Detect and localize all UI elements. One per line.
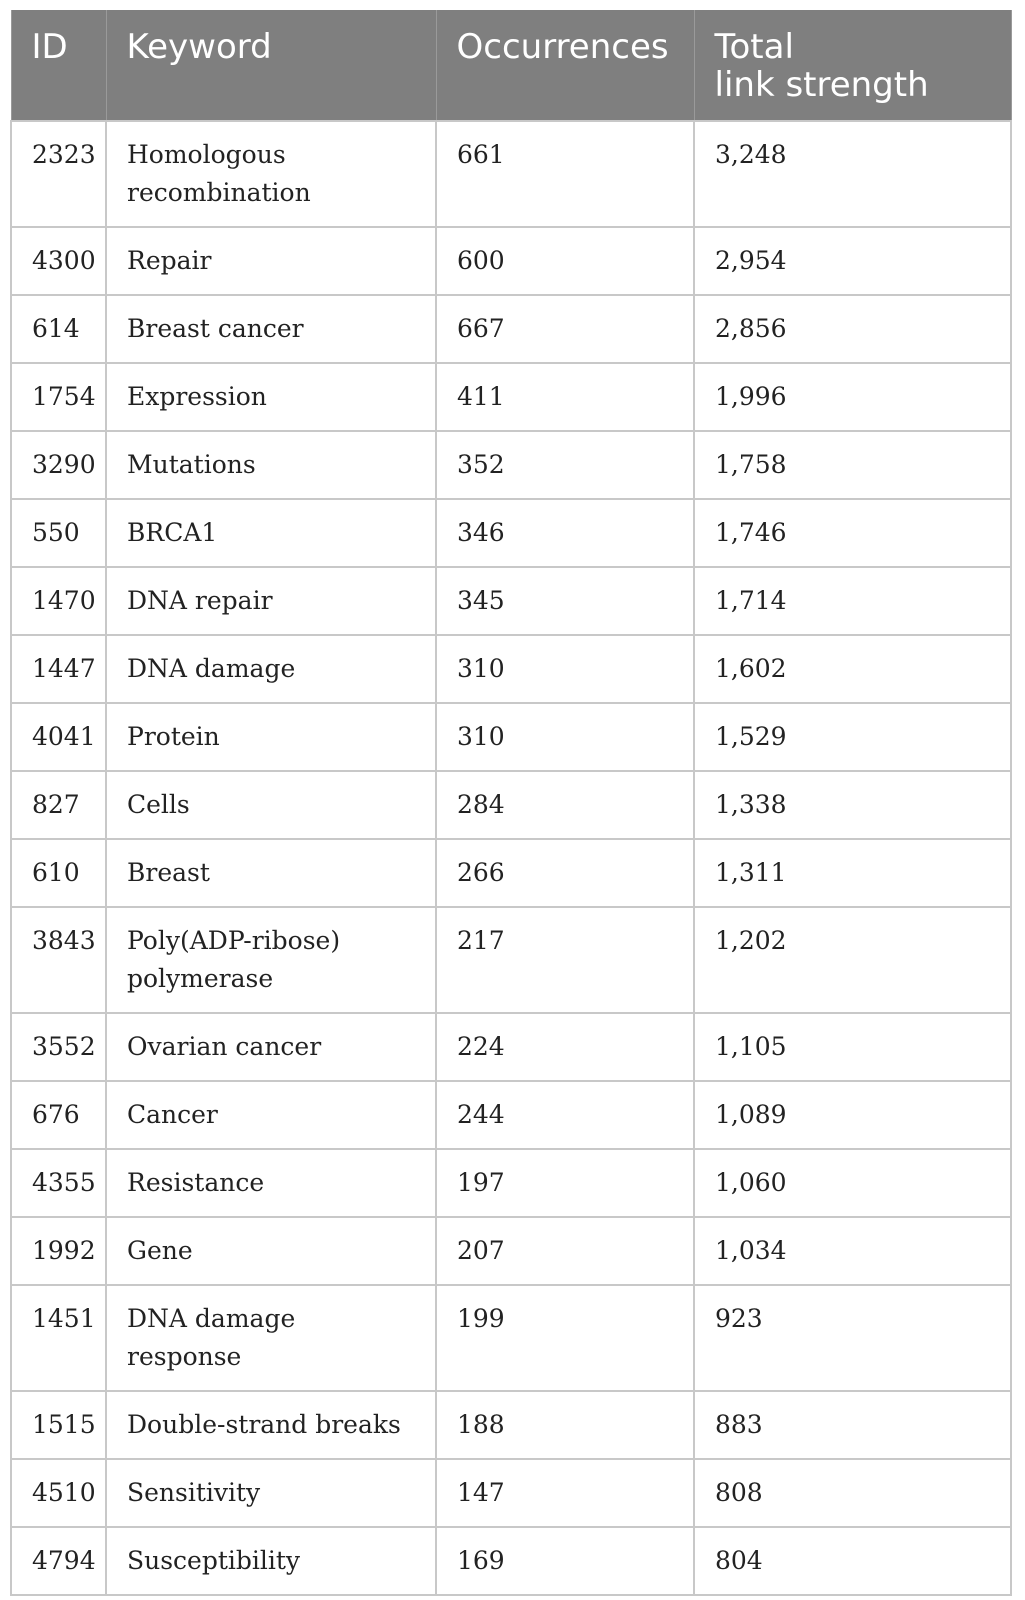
cell-occurrences: 266 xyxy=(436,839,694,907)
table-row xyxy=(11,499,1011,567)
header-id: ID xyxy=(11,10,106,121)
cell-keyword: Protein xyxy=(106,703,436,771)
cell-total-link-strength: 1,105 xyxy=(694,1013,1011,1081)
cell-total-link-strength: 1,089 xyxy=(694,1081,1011,1149)
table-row xyxy=(11,635,1011,703)
cell-occurrences: 667 xyxy=(436,295,694,363)
cell-total-link-strength: 1,311 xyxy=(694,839,1011,907)
table-row xyxy=(11,703,1011,771)
table-row xyxy=(11,1391,1011,1459)
table-row xyxy=(11,771,1011,839)
table-body xyxy=(11,121,1011,1595)
table-header xyxy=(11,10,1011,121)
cell-total-link-strength: 1,714 xyxy=(694,567,1011,635)
cell-id: 1515 xyxy=(11,1391,106,1459)
cell-keyword: Double-strand breaks xyxy=(106,1391,436,1459)
cell-total-link-strength: 1,034 xyxy=(694,1217,1011,1285)
table-row xyxy=(11,1149,1011,1217)
cell-total-link-strength: 804 xyxy=(694,1527,1011,1595)
cell-id: 1451 xyxy=(11,1285,106,1391)
cell-occurrences: 244 xyxy=(436,1081,694,1149)
cell-total-link-strength: 1,602 xyxy=(694,635,1011,703)
cell-id: 1470 xyxy=(11,567,106,635)
cell-total-link-strength: 1,060 xyxy=(694,1149,1011,1217)
cell-keyword: Resistance xyxy=(106,1149,436,1217)
table-row xyxy=(11,1217,1011,1285)
table-row xyxy=(11,1459,1011,1527)
cell-occurrences: 207 xyxy=(436,1217,694,1285)
table-row xyxy=(11,121,1011,227)
cell-total-link-strength: 1,338 xyxy=(694,771,1011,839)
cell-id: 4355 xyxy=(11,1149,106,1217)
keyword-table-container xyxy=(10,10,1010,1596)
cell-total-link-strength: 2,856 xyxy=(694,295,1011,363)
cell-total-link-strength: 883 xyxy=(694,1391,1011,1459)
cell-id: 1992 xyxy=(11,1217,106,1285)
cell-total-link-strength: 1,758 xyxy=(694,431,1011,499)
table-row xyxy=(11,1081,1011,1149)
cell-keyword: Mutations xyxy=(106,431,436,499)
cell-total-link-strength: 1,996 xyxy=(694,363,1011,431)
header-total-link-strength-line1: Total xyxy=(714,27,794,67)
cell-occurrences: 199 xyxy=(436,1285,694,1391)
table-row xyxy=(11,295,1011,363)
cell-id: 2323 xyxy=(11,121,106,227)
table-row xyxy=(11,1527,1011,1595)
table-row xyxy=(11,907,1011,1013)
cell-total-link-strength: 1,529 xyxy=(694,703,1011,771)
cell-id: 4510 xyxy=(11,1459,106,1527)
cell-id: 3290 xyxy=(11,431,106,499)
cell-keyword: Poly(ADP-ribose) polymerase xyxy=(106,907,436,1013)
cell-total-link-strength: 1,202 xyxy=(694,907,1011,1013)
cell-keyword: Breast xyxy=(106,839,436,907)
cell-id: 4041 xyxy=(11,703,106,771)
cell-id: 550 xyxy=(11,499,106,567)
cell-occurrences: 284 xyxy=(436,771,694,839)
cell-keyword: Homologous recombination xyxy=(106,121,436,227)
cell-keyword: Expression xyxy=(106,363,436,431)
cell-keyword: Breast cancer xyxy=(106,295,436,363)
header-occurrences: Occurrences xyxy=(436,10,694,121)
table-row xyxy=(11,227,1011,295)
cell-id: 614 xyxy=(11,295,106,363)
cell-total-link-strength: 3,248 xyxy=(694,121,1011,227)
table-row xyxy=(11,431,1011,499)
cell-keyword: Ovarian cancer xyxy=(106,1013,436,1081)
cell-total-link-strength: 808 xyxy=(694,1459,1011,1527)
cell-id: 676 xyxy=(11,1081,106,1149)
cell-occurrences: 600 xyxy=(436,227,694,295)
cell-keyword: Susceptibility xyxy=(106,1527,436,1595)
cell-total-link-strength: 923 xyxy=(694,1285,1011,1391)
cell-occurrences: 346 xyxy=(436,499,694,567)
cell-keyword: Gene xyxy=(106,1217,436,1285)
cell-occurrences: 188 xyxy=(436,1391,694,1459)
cell-keyword: BRCA1 xyxy=(106,499,436,567)
cell-occurrences: 169 xyxy=(436,1527,694,1595)
cell-occurrences: 217 xyxy=(436,907,694,1013)
cell-keyword: Sensitivity xyxy=(106,1459,436,1527)
cell-id: 610 xyxy=(11,839,106,907)
cell-occurrences: 310 xyxy=(436,635,694,703)
cell-occurrences: 411 xyxy=(436,363,694,431)
table-row xyxy=(11,1285,1011,1391)
header-keyword: Keyword xyxy=(106,10,436,121)
cell-occurrences: 224 xyxy=(436,1013,694,1081)
cell-keyword: Cells xyxy=(106,771,436,839)
cell-occurrences: 147 xyxy=(436,1459,694,1527)
keyword-table xyxy=(10,10,1012,1596)
cell-occurrences: 197 xyxy=(436,1149,694,1217)
cell-id: 3552 xyxy=(11,1013,106,1081)
table-row xyxy=(11,363,1011,431)
cell-occurrences: 661 xyxy=(436,121,694,227)
cell-id: 4300 xyxy=(11,227,106,295)
cell-keyword: DNA damage xyxy=(106,635,436,703)
cell-total-link-strength: 2,954 xyxy=(694,227,1011,295)
cell-id: 4794 xyxy=(11,1527,106,1595)
header-row xyxy=(11,10,1011,121)
header-total-link-strength xyxy=(694,10,1011,121)
cell-id: 1754 xyxy=(11,363,106,431)
cell-keyword: Repair xyxy=(106,227,436,295)
cell-id: 827 xyxy=(11,771,106,839)
header-total-link-strength-line2: link strength xyxy=(714,65,929,105)
table-row xyxy=(11,1013,1011,1081)
cell-occurrences: 345 xyxy=(436,567,694,635)
cell-keyword: DNA repair xyxy=(106,567,436,635)
cell-keyword: DNA damage response xyxy=(106,1285,436,1391)
cell-id: 3843 xyxy=(11,907,106,1013)
cell-id: 1447 xyxy=(11,635,106,703)
cell-occurrences: 310 xyxy=(436,703,694,771)
table-row xyxy=(11,839,1011,907)
cell-total-link-strength: 1,746 xyxy=(694,499,1011,567)
cell-occurrences: 352 xyxy=(436,431,694,499)
table-row xyxy=(11,567,1011,635)
cell-keyword: Cancer xyxy=(106,1081,436,1149)
